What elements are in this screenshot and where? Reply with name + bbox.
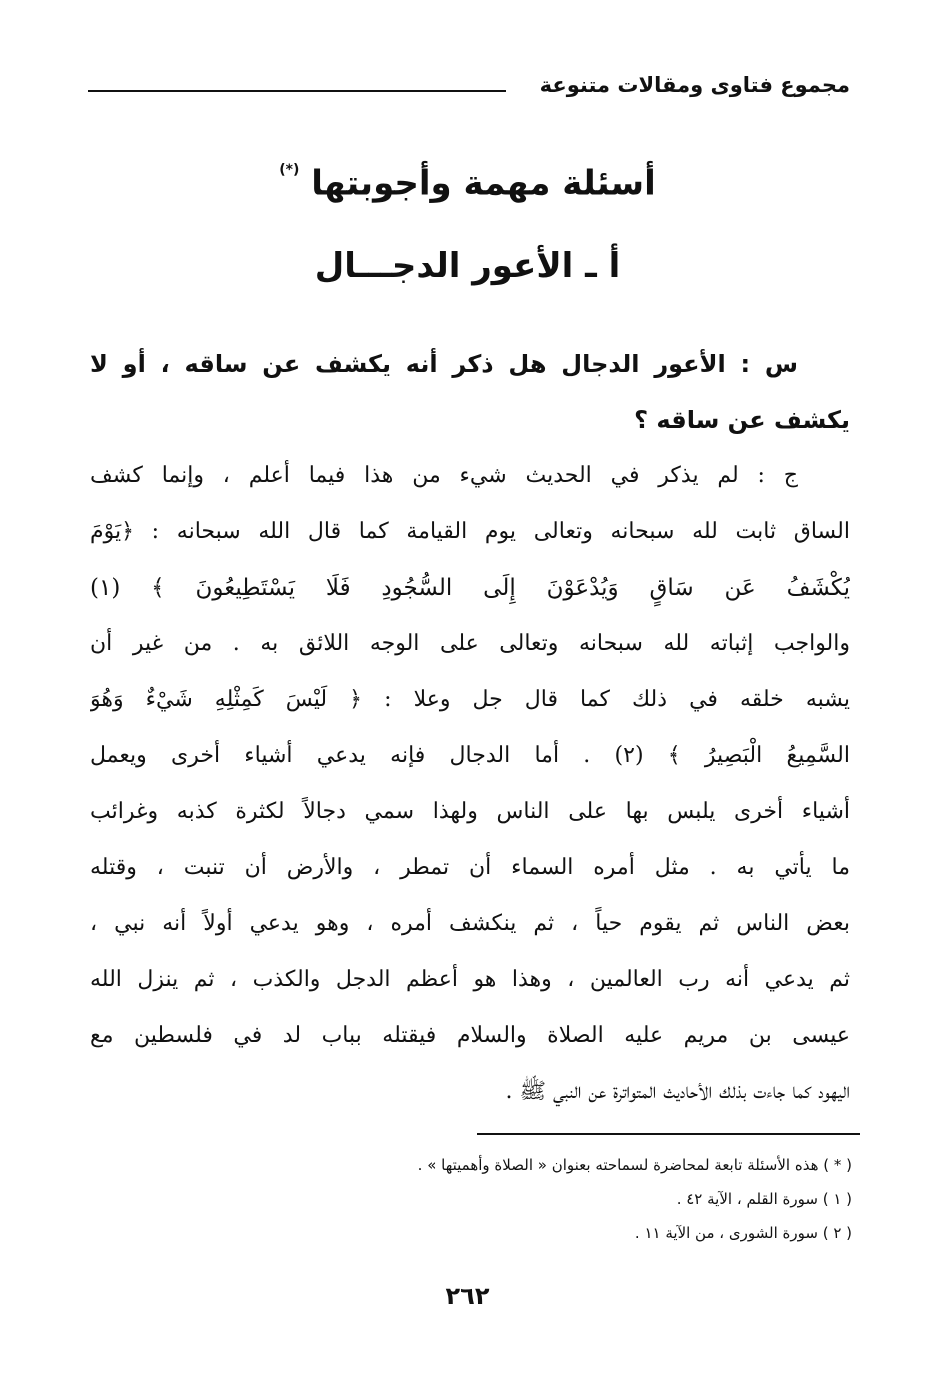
footnote-star: ( * ) هذه الأسئلة تابعة لمحاضرة لسماحته بعنوان « الصلاة وأهميتها » . [417, 1156, 852, 1174]
quran-verse-line: يُكْشَفُ عَن سَاقٍ وَيُدْعَوْنَ إِلَى السُّجُودِ فَلَا يَسْتَطِيعُونَ ﴾ (١) [90, 575, 850, 601]
answer-line-8: ما يأتي به . مثل أمره السماء أن تمطر ، والأرض أن تنبت ، وقتله [90, 855, 850, 880]
section-subtitle: أ ـ الأعور الدجـــال [314, 246, 621, 286]
footnotes [300, 1148, 852, 1250]
answer-line-10: ثم يدعي أنه رب العالمين ، وهذا هو أعظم الدجل والكذب ، ثم ينزل الله [90, 967, 850, 992]
question-line-2: يكشف عن ساقه ؟ [634, 406, 850, 434]
answer-line-9: بعض الناس ثم يقوم حياً ، ثم ينكشف أمره ، وهو يدعي أولاً أنه نبي ، [90, 911, 850, 936]
footnote-1: ( ١ ) سورة القلم ، الآية ٤٢ . [676, 1190, 852, 1208]
running-title: مجموع فتاوى ومقالات متنوعة [539, 73, 850, 97]
answer-line-1: ج : لم يذكر في الحديث شيء من هذا فيما أعلم ، وإنما كشف [90, 463, 798, 488]
question-line-1: س : الأعور الدجال هل ذكر أنه يكشف عن ساقه ، أو لا [90, 350, 798, 378]
article-title: أسئلة مهمة وأجوبتها [311, 163, 656, 204]
title-footnote-mark: (*) [279, 162, 300, 178]
answer-line-5: يشبه خلقه في ذلك كما قال جل وعلا : ﴿ لَيْسَ كَمِثْلِهِ شَيْءٌ وَهُوَ [90, 687, 850, 712]
body-text [90, 336, 850, 1120]
answer-line-6: السَّمِيعُ الْبَصِيرُ ﴾ (٢) . أما الدجال فإنه يدعي أشياء أخرى ويعمل [90, 743, 850, 768]
answer-line-11: عيسى بن مريم عليه الصلاة والسلام فيقتله بباب لد في فلسطين مع [90, 1023, 850, 1048]
answer-line-4: والواجب إثباته لله سبحانه وتعالى على الوجه اللائق به . من غير أن [90, 631, 850, 656]
footnote-2: ( ٢ ) سورة الشورى ، من الآية ١١ . [634, 1224, 852, 1242]
answer-line-2: الساق ثابت لله سبحانه وتعالى يوم القيامة كما قال الله سبحانه : ﴿يَوْمَ [90, 519, 850, 544]
answer-line-12: اليهود كما جاءت بذلك الأحاديث المتواترة عن النبي ﷺ . [505, 1079, 850, 1104]
header-rule [88, 90, 506, 92]
answer-line-7: أشياء أخرى يلبس بها على الناس ولهذا سمي دجالاً لكثرة كذبه وغرائب [90, 799, 850, 824]
footnote-rule [477, 1133, 860, 1135]
running-header [88, 68, 850, 108]
article-title-row [0, 150, 935, 211]
page-number: ٢٦٢ [445, 1282, 490, 1310]
